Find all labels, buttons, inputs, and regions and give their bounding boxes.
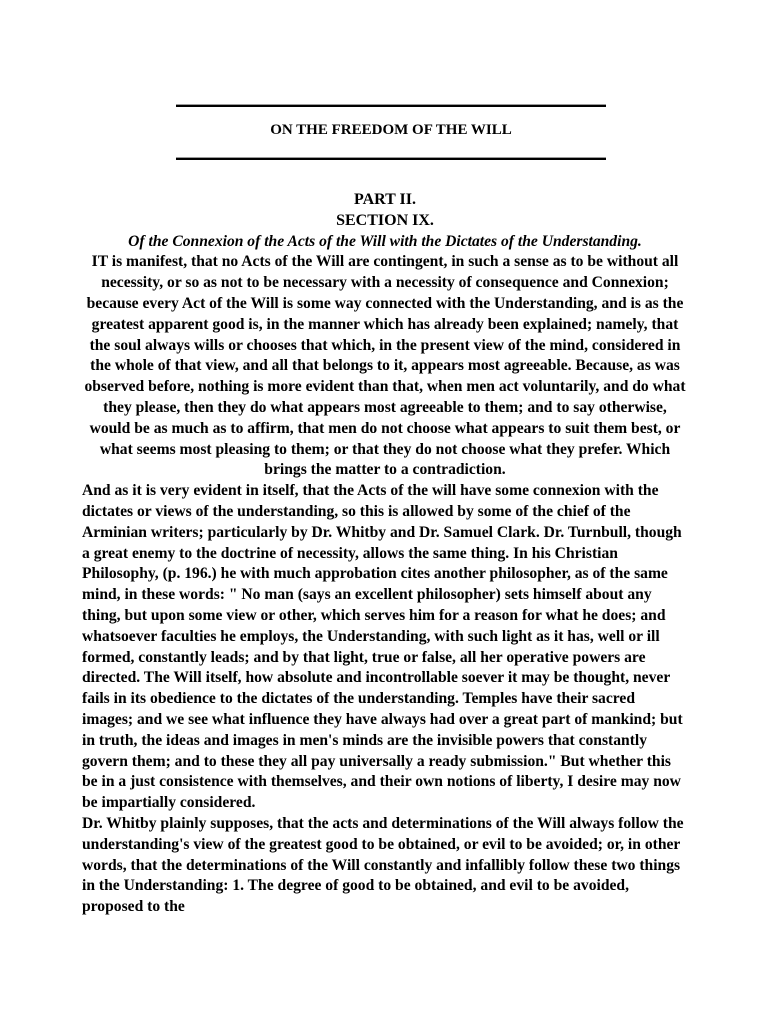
paragraph-1: IT is manifest, that no Acts of the Will are contingent, in such a sense as to be without all necessity, or so as not to be necessary with a necessity of consequence and Connexion; because every Act of the Will is some way connected with the Understanding, and is as the greatest apparent good is, in the manner which has already been explained; namely, that the soul always wills or chooses that which, in the present view of the mind, considered in the whole of that view, and all that belongs to it, appears most agreeable. Because, as was observed before, nothing is more evident than that, when men act voluntarily, and do what they please, then they do what appears most agreeable to them; and to say otherwise, would be as much as to affirm, that men do not choose what appears to suit them best, or what seems most pleasing to them; or that they do not choose what they prefer. Which brings the matter to a contradiction. <box>84 253 686 479</box>
paragraph-2: And as it is very evident in itself, that the Acts of the will have some connexion with the dictates or views of the understanding, so this is allowed by some of the chief of the Arminian writers; particularly by Dr. Whitby and Dr. Samuel Clark. Dr. Turnbull, though a great enemy to the doctrine of necessity, allows the same thing. In his Christian Philosophy, (p. 196.) he with much approbation cites another philosopher, as of the same mind, in these words: " No man (says an excellent philosopher) sets himself about any thing, but upon some view or other, which serves him for a reason for what he does; and whatsoever faculties he employs, the Understanding, with such light as it has, well or ill formed, constantly leads; and by that light, true or false, all her operative powers are directed. The Will itself, how absolute and incontrollable soever it may be thought, never fails in its obedience to the dictates of the understanding. Temples have their sacred images; and we see what influence they have always had over a great part of mankind; but in truth, the ideas and images in men's minds are the invisible powers that constantly govern them; and to these they all pay universally a ready submission." But whether this be in a just consistence with themselves, and their own notions of liberty, I desire may now be impartially considered. <box>82 482 683 812</box>
document-title: ON THE FREEDOM OF THE WILL <box>270 122 512 138</box>
paragraph-3: Dr. Whitby plainly supposes, that the acts and determinations of the Will always follow the understanding's view of the greatest good to be obtained, or evil to be avoided; or, in other words, that the determinations of the Will constantly and infallibly follow these two things in the Understanding: 1. The degree of good to be obtained, and evil to be avoided, proposed to the <box>82 814 684 916</box>
bottom-rule <box>176 157 606 160</box>
part-heading: PART II. <box>354 191 416 208</box>
section-title: Of the Connexion of the Acts of the Will with the Dictates of the Understanding. <box>128 232 642 250</box>
top-rule <box>176 104 606 107</box>
section-heading: SECTION IX. <box>336 211 434 229</box>
document-body <box>82 190 688 918</box>
